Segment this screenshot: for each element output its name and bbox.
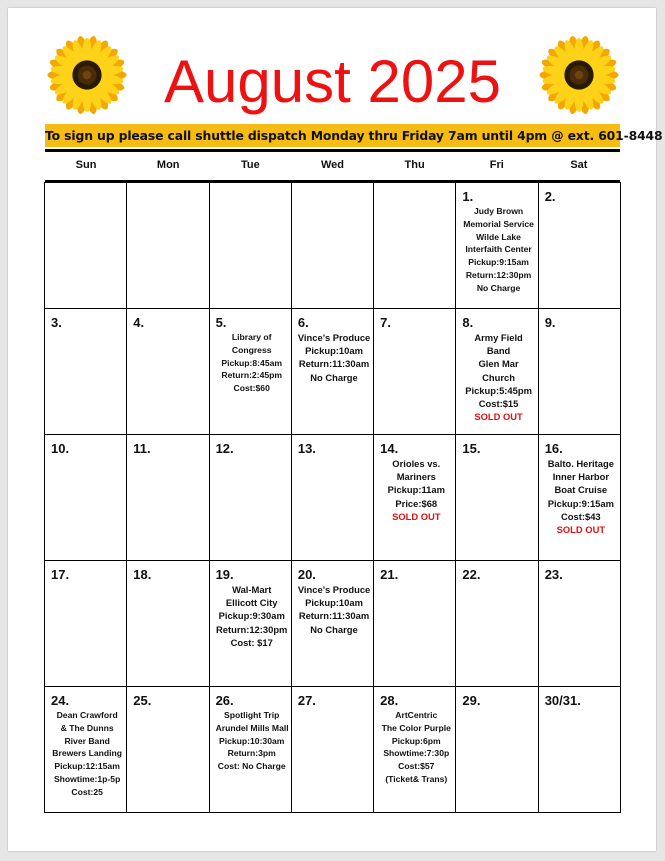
event-line: Arundel Mills Mall [215, 722, 289, 733]
day-number: 16. [544, 441, 563, 456]
day-number: 15. [462, 441, 481, 456]
calendar-day-cell [539, 434, 621, 560]
event-line: Pickup:9:30am [218, 610, 285, 622]
event-line: Cost: No Charge [217, 761, 286, 772]
calendar-day-cell [374, 308, 456, 434]
event-line: Pickup:10am [305, 345, 363, 357]
event-line: Mariners [396, 471, 436, 483]
day-number: 14. [380, 441, 399, 456]
day-number: 27. [297, 693, 316, 708]
event-line: Spotlight Trip [224, 710, 280, 720]
day-number: 20. [297, 567, 316, 582]
event-line: The Color Purple [381, 722, 451, 733]
day-number: 8. [462, 315, 474, 330]
event-line: Pickup:11am [387, 484, 445, 496]
event-line: Church [482, 371, 515, 383]
sold-out-label: SOLD OUT [556, 524, 606, 536]
header-divider [45, 149, 620, 152]
calendar-day-cell [127, 686, 209, 812]
calendar-day-cell [210, 434, 292, 560]
day-number: 12. [215, 441, 234, 456]
weekday-header [45, 156, 620, 174]
event-line: Pickup:5:45pm [465, 384, 532, 396]
empty-day-cell [127, 182, 209, 308]
calendar-day-cell [374, 434, 456, 560]
day-number: 23. [544, 567, 563, 582]
calendar-day-cell [539, 686, 621, 812]
day-number: 5. [215, 315, 227, 330]
event-line: No Charge [476, 282, 521, 293]
day-number: 4. [133, 315, 145, 330]
calendar-day-cell [456, 182, 538, 308]
sunflower-icon [536, 32, 622, 118]
calendar-day-cell [45, 434, 127, 560]
event-line: No Charge [310, 623, 358, 635]
event-line: Pickup:10am [305, 597, 363, 609]
event-line: Army Field [474, 332, 523, 343]
day-number: 17. [51, 567, 70, 582]
empty-day-cell [45, 182, 127, 308]
calendar-day-cell [210, 560, 292, 686]
calendar-day-cell [374, 560, 456, 686]
event-line: No Charge [310, 371, 358, 383]
event-line: Return:12:30pm [216, 623, 288, 635]
sunflower-icon [44, 32, 130, 118]
calendar-day-cell [127, 560, 209, 686]
event-line: Showtime:1p-5p [53, 773, 121, 784]
day-number: 9. [544, 315, 556, 330]
calendar-day-cell [210, 308, 292, 434]
event-line: River Band [64, 735, 110, 746]
event-line: Orioles vs. [392, 458, 441, 469]
event-line: Inner Harbor [552, 471, 609, 483]
event-line: Band [486, 345, 511, 357]
calendar-day-cell [292, 434, 374, 560]
day-number: 22. [462, 567, 481, 582]
event-line: Showtime:7:30p [383, 748, 450, 759]
event-line: Pickup:9:15am [468, 257, 529, 268]
calendar-day-cell [456, 434, 538, 560]
day-number: 7. [380, 315, 391, 330]
event-line: Return:2:45pm [221, 370, 283, 381]
event-line: Cost:$60 [233, 383, 270, 394]
event-line: Memorial Service [463, 218, 534, 229]
day-number: 13. [297, 441, 316, 456]
calendar-day-cell [539, 182, 621, 308]
day-number: 2. [544, 189, 556, 204]
event-line: Pickup:8:45am [221, 357, 283, 368]
empty-day-cell [374, 182, 456, 308]
calendar-day-cell [127, 434, 209, 560]
sold-out-label: SOLD OUT [392, 510, 441, 522]
weekday-sun: Sun [75, 159, 97, 171]
event-line: Interfaith Center [465, 244, 532, 255]
calendar-day-cell [456, 560, 538, 686]
event-line: Return:11:30am [298, 358, 370, 370]
event-line: Balto. Heritage [547, 458, 614, 469]
day-number: 29. [462, 693, 481, 708]
event-line: Return:12:30pm [465, 269, 532, 280]
calendar-day-cell [539, 308, 621, 434]
day-number: 28. [380, 693, 399, 708]
day-number: 25. [133, 693, 152, 708]
day-number: 1. [462, 189, 474, 204]
event-line: ArtCentric [395, 710, 438, 720]
day-number: 30/31. [544, 693, 581, 708]
event-line: Pickup:9:15am [547, 497, 614, 509]
event-line: Boat Cruise [554, 484, 608, 496]
calendar-day-cell [45, 686, 127, 812]
day-number: 24. [51, 693, 70, 708]
event-line: (Ticket& Trans) [385, 773, 448, 784]
event-line: Congress [231, 344, 272, 355]
calendar-grid [44, 182, 621, 813]
calendar-day-cell [45, 308, 127, 434]
event-line: Wilde Lake [476, 231, 521, 242]
page-title: August 2025 [164, 48, 501, 115]
day-number: 3. [51, 315, 62, 330]
calendar-day-cell [45, 560, 127, 686]
empty-day-cell [292, 182, 374, 308]
event-line: Cost:$15 [478, 398, 519, 410]
event-line: & The Dunns [60, 722, 114, 733]
event-line: Pickup:10:30am [218, 735, 285, 746]
calendar-day-cell [456, 308, 538, 434]
event-line: Return:11:30am [298, 610, 370, 622]
weekday-tue: Tue [240, 159, 260, 171]
event-line: Price:$68 [395, 497, 438, 509]
calendar-day-cell [292, 560, 374, 686]
event-line: Pickup:12:15am [54, 761, 120, 772]
event-line: Pickup:6pm [391, 735, 441, 746]
empty-day-cell [210, 182, 292, 308]
calendar-day-cell [210, 686, 292, 812]
event-line: Library of [231, 332, 272, 342]
event-line: Brewers Landing [52, 748, 122, 759]
calendar-day-cell [456, 686, 538, 812]
calendar-day-cell [539, 560, 621, 686]
day-number: 18. [133, 567, 152, 582]
event-line: Judy Brown [473, 206, 524, 216]
calendar-day-cell [292, 308, 374, 434]
event-line: Cost:$57 [398, 761, 435, 772]
day-number: 11. [133, 441, 151, 456]
day-number: 6. [297, 315, 309, 330]
event-line: Vince’s Produce [297, 584, 371, 595]
event-line: Ellicott City [225, 597, 278, 609]
weekday-mon: Mon [156, 159, 180, 171]
calendar-day-cell [127, 308, 209, 434]
weekday-sat: Sat [570, 159, 588, 171]
event-line: Return:3pm [227, 748, 276, 759]
sold-out-label: SOLD OUT [474, 411, 523, 423]
day-number: 19. [215, 567, 234, 582]
weekday-thu: Thu [404, 159, 425, 171]
day-number: 26. [215, 693, 234, 708]
signup-banner: To sign up please call shuttle dispatch Monday thru Friday 7am until 4pm @ ext. 601-8448 [45, 124, 620, 147]
event-line: Cost:$43 [561, 510, 601, 522]
event-line: Dean Crawford [56, 710, 118, 720]
event-line: Wal-Mart [232, 584, 272, 595]
calendar-day-cell [292, 686, 374, 812]
calendar-day-cell [374, 686, 456, 812]
event-line: Vince’s Produce [297, 332, 371, 343]
weekday-wed: Wed [320, 159, 344, 171]
event-line: Glen Mar [478, 358, 519, 370]
day-number: 21. [380, 567, 399, 582]
day-number: 10. [51, 441, 70, 456]
event-line: Cost: $17 [230, 636, 273, 648]
weekday-fri: Fri [489, 159, 504, 171]
event-line: Cost:25 [71, 786, 103, 797]
